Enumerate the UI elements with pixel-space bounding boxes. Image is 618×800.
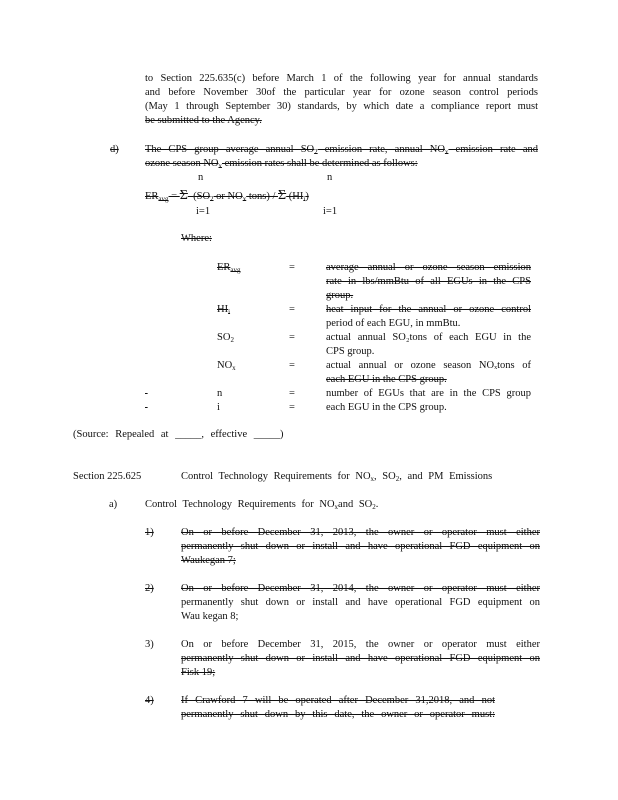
section-number: Section 225.625 [73, 471, 142, 482]
item-4-line: permanently shut down by this date, the owner or operator must: [181, 709, 495, 720]
item-1-line: permanently shut down or install and have operational FGD equipment on [181, 541, 540, 552]
def-text-line: group. [326, 290, 354, 301]
def-symbol: $HI_i$ [217, 304, 231, 316]
def-equals: = [289, 402, 295, 413]
item-3-line: Fisk 19; [181, 667, 216, 678]
source-note: (Source: Repealed at _____, effective _____) [73, 429, 284, 440]
item-1-line: Waukegan 7; [181, 555, 236, 566]
def-symbol: i [217, 402, 220, 413]
item-d-line-2: ozone season $NO_x$ emission rates shall be determined as follows: [145, 158, 418, 170]
intro-line-3: (May 1 through September 30) standards, by which date a compliance report must [145, 101, 538, 112]
def-row-i [145, 401, 463, 414]
item-d-label: d) [110, 144, 119, 155]
def-equals: = [289, 332, 295, 343]
intro-line-4: be submitted to the Agency. [145, 115, 262, 126]
item-4-line: If Crawford 7 will be operated after December 31,2018, and not [181, 695, 495, 706]
item-d-line-1: The CPS group average annual $SO_2$ emission rate, annual $NO_x$ emission rate and [145, 144, 538, 156]
formula-n-right: n [327, 172, 333, 183]
item-2-label: 2) [145, 583, 154, 594]
def-text-line: actual annual SO₂tons of each EGU in the [326, 332, 531, 343]
def-row-n [145, 387, 531, 400]
def-equals: = [289, 304, 295, 315]
intro-line-1: to Section 225.635(c) before March 1 of the following year for annual standards [145, 73, 538, 84]
item-1-line: On or before December 31, 2013, the owner or operator must either [181, 527, 540, 538]
item-3-line: On or before December 31, 2015, the owner or operator must either [181, 639, 540, 650]
item-2-line: Wau kegan 8; [181, 611, 239, 622]
def-text-line: rate in lbs/mmBtu of all EGUs in the CPS [326, 276, 531, 287]
def-text-line: actual annual or ozone season NOₓtons of [326, 360, 531, 371]
item-1-label: 1) [145, 527, 154, 538]
def-symbol: $SO_2$ [217, 332, 234, 344]
formula-i-left: i=1 [196, 206, 211, 217]
def-symbol: $NO_x$ [217, 360, 236, 372]
def-text-line: period of each EGU, in mmBtu. [326, 318, 461, 329]
def-strike-extension [232, 261, 282, 274]
subsection-a-label: a) [109, 499, 118, 510]
def-text-line: each EGU in the CPS group. [326, 402, 447, 413]
item-3-label: 3) [145, 639, 154, 650]
item-3-line: permanently shut down or install and have operational FGD equipment on [181, 653, 540, 664]
def-equals: = [289, 360, 295, 371]
def-text-line: average annual or ozone season emission [326, 262, 531, 273]
item-2-line: On or before December 31, 2014, the owner or operator must either [181, 583, 540, 594]
def-equals: = [289, 388, 295, 399]
formula-body: $ER_{avg} = \Sigma$ ($SO_2$ or $NO_x$ tons) / Σ $(HI_i)$ [145, 188, 309, 203]
section-title: Control Technology Requirements for $NO_x$, $SO_2$, and PM Emissions [181, 471, 493, 483]
where-label: Where: [181, 233, 212, 244]
formula-n-left: n [198, 172, 204, 183]
formula-i-right: i=1 [323, 206, 338, 217]
def-text-line: each EGU in the CPS group. [326, 374, 447, 385]
def-text-line: number of EGUs that are in the CPS group [326, 388, 531, 399]
subsection-a-title: Control Technology Requirements for $NO_xand$ $SO_2$. [145, 499, 379, 511]
def-text-line: heat input for the annual or ozone control [326, 304, 531, 315]
def-text-line: CPS group. [326, 346, 375, 357]
def-equals: = [289, 262, 295, 273]
item-2-line: permanently shut down or install and have operational FGD equipment on [181, 597, 540, 608]
def-symbol: $ER_{avg}$ [217, 262, 241, 274]
def-symbol: n [217, 388, 223, 399]
item-4-label: 4) [145, 695, 154, 706]
intro-line-2: and before November 30of the particular year for ozone season control periods [145, 87, 538, 98]
